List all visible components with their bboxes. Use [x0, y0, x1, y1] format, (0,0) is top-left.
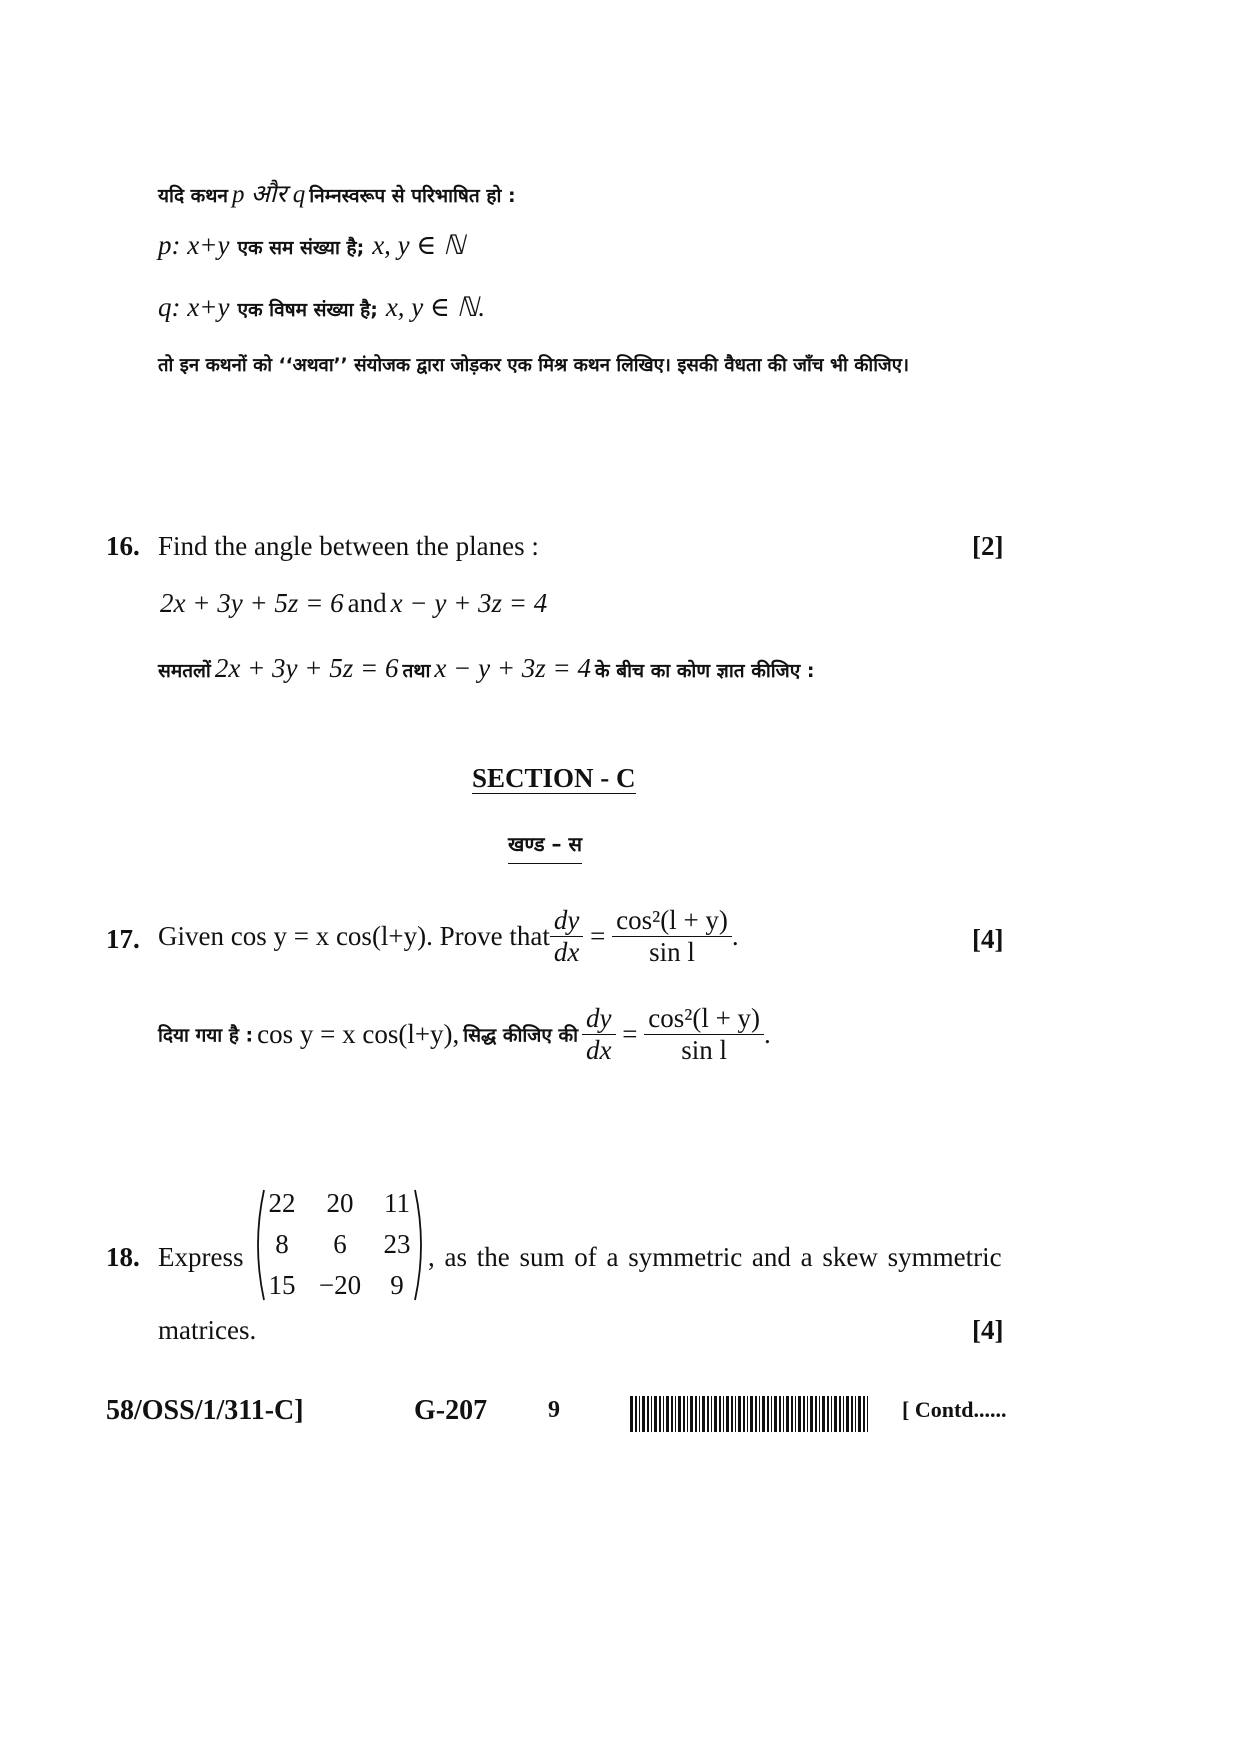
q15-pq-vars: p और q [231, 181, 306, 208]
q15-hindi-intro: यदि कथन p और q निम्नस्वरूप से परिभाषित हो : [158, 181, 516, 208]
matrix-cell: 22 [268, 1188, 296, 1218]
section-title: SECTION - C [472, 763, 636, 793]
matrix-cell: 11 [384, 1188, 410, 1218]
q17-hindi: दिया गया है : cos y = x cos(l+y), सिद्ध कीजिए की $\frac{dy}{dx}$ = $\frac{\text{cos²(l + y)}}{\text{sin l}}$ . [158, 1003, 771, 1065]
dy-dx-fraction: $\frac{dy}{dx}$ [550, 905, 583, 968]
q16-number: 16. [106, 531, 140, 561]
matrix-cell: 15 [268, 1270, 296, 1300]
q18-text-express: Express [158, 1242, 244, 1272]
matrix-cell: 6 [333, 1229, 347, 1259]
q17-number: 17. [106, 924, 140, 954]
footer-page-number: 9 [548, 1397, 560, 1423]
q18-matrix [252, 1186, 427, 1304]
q18-text-rest: , as the sum of a symmetric and a skew symmetric [428, 1242, 1002, 1272]
statement-p: p: x+y एक सम संख्या है; x, y ∈ ℕ [158, 230, 465, 260]
q16-equations: 2x + 3y + 5z = 6 and x − y + 3z = 4 [160, 588, 548, 618]
rhs-fraction: $\frac{\text{cos²(l + y)}}{\text{sin l}}$ [612, 905, 732, 968]
q18-number: 18. [106, 1242, 140, 1272]
q17-marks: [4] [972, 924, 1004, 954]
statement-q: q: x+y एक विषम संख्या है; x, y ∈ ℕ. [158, 292, 486, 322]
q18-text-matrices: matrices. [158, 1315, 257, 1345]
footer-contd: [ Contd...... [902, 1397, 1007, 1422]
q16-text: Find the angle between the planes : [158, 531, 539, 561]
q18-marks: [4] [972, 1315, 1004, 1345]
matrix-cell: −20 [318, 1270, 362, 1300]
q16-hindi: समतलों 2x + 3y + 5z = 6 तथा x − y + 3z = 4 के बीच का कोण ज्ञात कीजिए : [158, 653, 815, 683]
q16-marks: [2] [972, 531, 1004, 561]
matrix-cell: 20 [326, 1188, 354, 1218]
matrix-cell: 23 [383, 1229, 411, 1259]
section-title-hindi: खण्ड – स [508, 830, 582, 864]
barcode [630, 1396, 870, 1432]
q17-statement: Given cos y = x cos(l+y). Prove that $\frac{dy}{dx}$ = $\frac{\text{cos²(l + y)}}{\text{sin l}}$ . [158, 905, 739, 967]
matrix-cell: 9 [390, 1270, 404, 1300]
q15-hindi-task: तो इन कथनों को ‘‘अथवा’’ संयोजक द्वारा जोड़कर एक मिश्र कथन लिखिए। इसकी वैधता की जाँच भी कीजिए। [158, 355, 909, 376]
footer-series: G-207 [414, 1395, 488, 1426]
matrix-cell: 8 [275, 1229, 289, 1259]
footer-code: 58/OSS/1/311-C] [106, 1395, 304, 1426]
